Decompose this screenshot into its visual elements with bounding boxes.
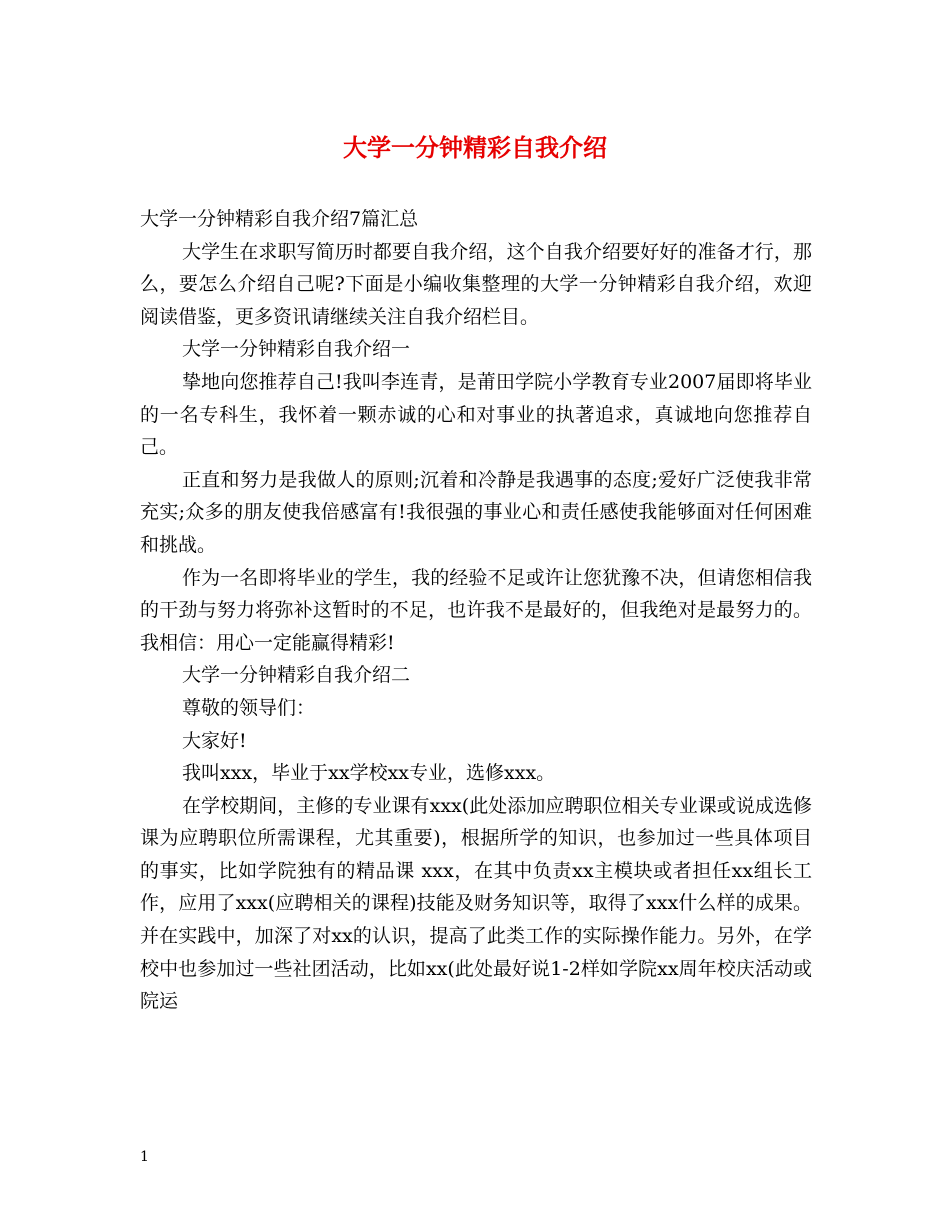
paragraph: 大学一分钟精彩自我介绍一 xyxy=(182,338,411,361)
paragraph: 大家好! xyxy=(182,729,247,752)
paragraph: 作为一名即将毕业的学生，我的经验不足或许让您犹豫不决，但请您相信我的干劲与努力将弥补这暂时的不足，也许我不是最好的，但我绝对是最努力的。我相信：用心一定能赢得精彩! xyxy=(140,566,812,654)
paragraph: 正直和努力是我做人的原则;沉着和冷静是我遇事的态度;爱好广泛使我非常充实;众多的朋友使我倍感富有!我很强的事业心和责任感使我能够面对任何困难和挑战。 xyxy=(140,468,812,556)
document-title: 大学一分钟精彩自我介绍 xyxy=(343,133,607,162)
document-body xyxy=(140,203,812,1018)
paragraph: 我叫xxx，毕业于xx学校xx专业，选修xxx。 xyxy=(182,762,556,785)
page-number: 1 xyxy=(140,1149,149,1165)
paragraph: 挚地向您推荐自己!我叫李连青，是莆田学院小学教育专业2007届即将毕业的一名专科生，我怀着一颗赤诚的心和对事业的执著追求，真诚地向您推荐自己。 xyxy=(140,370,812,459)
paragraph: 大学一分钟精彩自我介绍二 xyxy=(182,664,411,687)
paragraph: 大学生在求职写简历时都要自我介绍，这个自我介绍要好好的准备才行，那么，要怎么介绍自己呢?下面是小编收集整理的大学一分钟精彩自我介绍，欢迎阅读借鉴，更多资讯请继续关注自我介绍栏目。 xyxy=(140,240,812,328)
paragraph: 在学校期间，主修的专业课有xxx(此处添加应聘职位相关专业课或说成选修课为应聘职位所需课程，尤其重要)，根据所学的知识，也参加过一些具体项目的事实，比如学院独有的精品课 xxx，在其中负责xx主模块或者担任xx组长工作，应用了xxx(应聘相关的课程)技能及财务知识等，取得了xxx什么样的成果。并在实践中，加深了对xx的认识，提高了此类工作的实际操作能力。另外，在学校中也参加过一些社团活动，比如xx(此处最好说1-2样如学院xx周年校庆活动或院运 xyxy=(140,794,812,1013)
paragraph: 大学一分钟精彩自我介绍7篇汇总 xyxy=(140,208,419,230)
paragraph: 尊敬的领导们： xyxy=(182,696,316,719)
